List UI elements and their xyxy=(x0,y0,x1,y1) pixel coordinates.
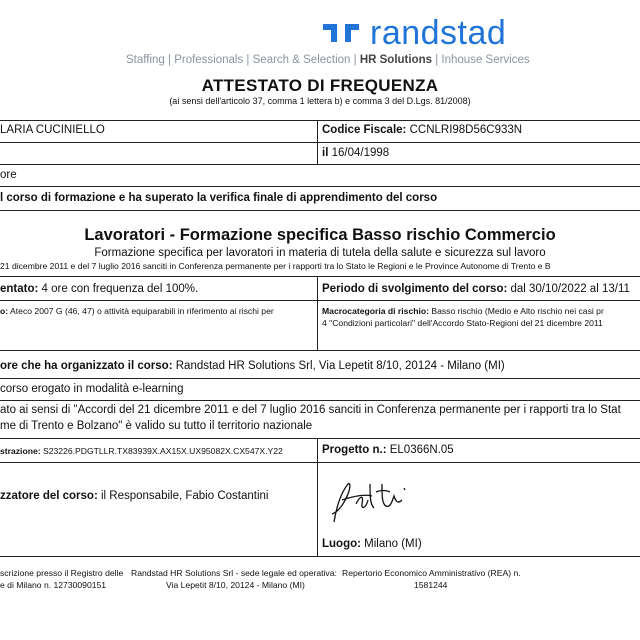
period-label: Periodo di svolgimento del corso: xyxy=(322,283,508,295)
service-hr-solutions: HR Solutions xyxy=(359,54,433,66)
signature xyxy=(320,474,430,530)
service-professionals: Professionals xyxy=(174,54,244,66)
attendance-statement: l corso di formazione e ha superato la verifica finale di apprendimento del corso xyxy=(0,192,438,204)
organizer-label: ore che ha organizzato il corso: xyxy=(0,360,173,372)
divider xyxy=(0,378,640,379)
service-inhouse: Inhouse Services xyxy=(441,54,530,66)
participant-role: ore xyxy=(0,169,17,181)
divider xyxy=(0,186,640,187)
responsible-value: il Responsabile, Fabio Costantini xyxy=(100,490,269,502)
footer-register-line-2: e di Milano n. 12730090151 xyxy=(0,580,107,590)
divider xyxy=(0,300,640,301)
fiscal-code-value: CCNLRI98D56C933N xyxy=(409,124,523,136)
registration xyxy=(0,446,283,456)
randstad-logo xyxy=(320,16,506,50)
project-number xyxy=(322,444,454,456)
service-staffing: Staffing xyxy=(126,54,165,66)
divider xyxy=(0,276,640,277)
divider xyxy=(0,350,640,351)
birth-date-prefix: il xyxy=(322,147,329,159)
organizer xyxy=(0,360,505,372)
place-value: Milano (MI) xyxy=(364,538,422,550)
course-title: Lavoratori - Formazione specifica Basso rischio Commercio xyxy=(84,226,556,244)
fiscal-code xyxy=(322,124,522,136)
divider xyxy=(0,438,640,439)
registration-label: strazione: xyxy=(0,446,41,456)
sector xyxy=(0,306,274,316)
document-subtitle: (ai sensi dell'articolo 37, comma 1 lettera b) e comma 3 del D.Lgs. 81/2008) xyxy=(169,96,471,106)
birth-date-value: 16/04/1998 xyxy=(331,147,390,159)
footer-company-line-1: Randstad HR Solutions Srl - sede legale ed operativa: xyxy=(131,568,337,578)
participant-name: LARIA CUCINIELLO xyxy=(0,124,105,136)
organizer-value: Randstad HR Solutions Srl, Via Lepetit 8/10, 20124 - Milano (MI) xyxy=(175,360,505,372)
divider xyxy=(0,556,640,557)
column-divider xyxy=(317,438,318,556)
column-divider xyxy=(317,120,318,164)
column-divider xyxy=(317,276,318,350)
project-value: EL0366N.05 xyxy=(389,444,454,456)
divider xyxy=(0,400,640,401)
period xyxy=(322,283,630,295)
divider xyxy=(0,120,640,121)
footer-rea-line-2: 1581244 xyxy=(414,580,448,590)
project-label: Progetto n.: xyxy=(322,444,387,456)
course-description: Formazione specifica per lavoratori in materia di tutela della salute e sicurezza sul lavoro xyxy=(94,247,546,259)
risk-value: Basso rischio (Medio e Alto rischio nei casi pr xyxy=(431,306,604,316)
sector-value: Ateco 2007 G (46, 47) o attività equiparabili in riferimento ai rischi per xyxy=(10,306,274,316)
sector-label: o: xyxy=(0,306,9,316)
place-label: Luogo: xyxy=(322,538,361,550)
services-line: Staffing | Professionals | Search & Selection | HR Solutions | Inhouse Services xyxy=(126,54,530,66)
course-reference: 21 dicembre 2011 e del 7 luglio 2016 sanciti in Conferenza permanente per i rapporti tra lo Stato le Regioni e le Province Autonome di Trento e B xyxy=(0,261,551,271)
risk-label: Macrocategoria di rischio: xyxy=(322,306,429,316)
validity-line-2: me di Trento e Bolzano" è valido su tutto il territorio nazionale xyxy=(0,420,313,432)
randstad-logo-icon xyxy=(320,21,362,45)
duration-value: 4 ore con frequenza del 100%. xyxy=(41,283,199,295)
period-value: dal 30/10/2022 al 13/11 xyxy=(510,283,630,295)
risk-note: 4 "Condizioni particolari" dell'Accordo Stato-Regioni del 21 dicembre 2011 xyxy=(322,318,603,328)
divider xyxy=(0,164,640,165)
footer-company-line-2: Via Lepetit 8/10, 20124 - Milano (MI) xyxy=(166,580,305,590)
divider xyxy=(0,462,640,463)
divider xyxy=(0,210,640,211)
fiscal-code-label: Codice Fiscale: xyxy=(322,124,407,136)
footer-register-line-1: scrizione presso il Registro delle xyxy=(0,568,124,578)
registration-value: S23226.PDGTLLR.TX83939X.AX15X.UX95082X.CX547X.Y22 xyxy=(42,446,283,456)
document-title: ATTESTATO DI FREQUENZA xyxy=(201,76,439,95)
validity-line-1: ato ai sensi di "Accordi del 21 dicembre 2011 e del 7 luglio 2016 sanciti in Conferenza permanente per i rapporti tra lo Stat xyxy=(0,404,621,416)
risk-macrocategory xyxy=(322,306,604,316)
duration xyxy=(0,283,198,295)
footer-rea-line-1: Repertorio Economico Amministrativo (REA) n. xyxy=(342,568,521,578)
place xyxy=(322,538,422,550)
duration-label: entato: xyxy=(0,283,39,295)
divider xyxy=(0,142,640,143)
logo-text: randstad xyxy=(370,14,507,52)
responsible xyxy=(0,490,268,502)
elearning-note: corso erogato in modalità e-learning xyxy=(0,383,184,395)
service-search-selection: Search & Selection xyxy=(252,54,351,66)
responsible-label: zzatore del corso: xyxy=(0,490,98,502)
birth-date xyxy=(322,147,389,159)
